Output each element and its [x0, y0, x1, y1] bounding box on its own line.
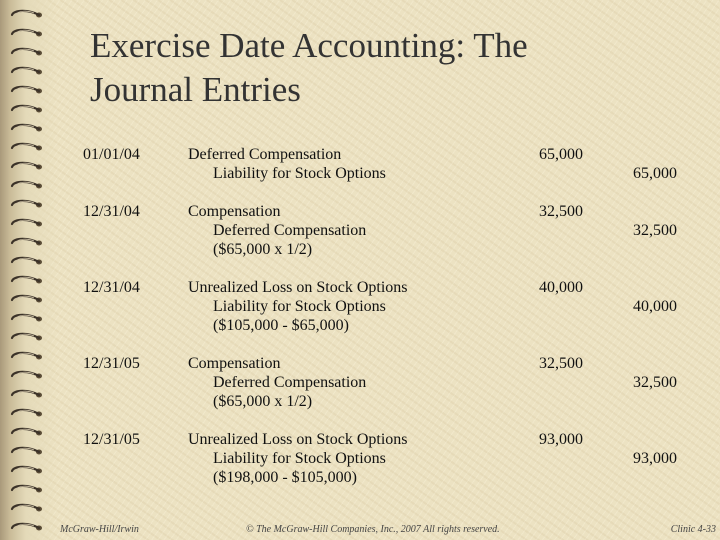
entry-line — [0, 202, 720, 222]
credit-amount: 65,000 — [633, 165, 677, 182]
account-name: Liability for Stock Options — [213, 298, 386, 315]
account-name: Deferred Compensation — [188, 146, 342, 163]
account-name: Compensation — [188, 203, 281, 220]
entry-line — [0, 430, 720, 450]
entry-line — [0, 468, 720, 488]
debit-amount: 40,000 — [539, 279, 583, 296]
account-name: Deferred Compensation — [213, 374, 367, 391]
entry-line — [0, 240, 720, 260]
calculation-note: ($65,000 x 1/2) — [213, 393, 313, 410]
entry-line — [0, 316, 720, 336]
entry-date: 12/31/05 — [83, 431, 140, 448]
slide-title — [90, 24, 690, 112]
calculation-note: ($198,000 - $105,000) — [213, 469, 357, 486]
calculation-note: ($105,000 - $65,000) — [213, 317, 349, 334]
entry-line — [0, 373, 720, 393]
credit-amount: 93,000 — [633, 450, 677, 467]
entry-date: 12/31/05 — [83, 355, 140, 372]
account-name: Unrealized Loss on Stock Options — [188, 431, 408, 448]
account-name: Compensation — [188, 355, 281, 372]
publisher-label: McGraw-Hill/Irwin — [60, 524, 139, 535]
entry-line — [0, 354, 720, 374]
account-name: Deferred Compensation — [213, 222, 367, 239]
account-name: Liability for Stock Options — [213, 165, 386, 182]
credit-amount: 32,500 — [633, 222, 677, 239]
entry-line — [0, 145, 720, 165]
entry-date: 12/31/04 — [83, 203, 140, 220]
debit-amount: 65,000 — [539, 146, 583, 163]
slide-title-line-1: Exercise Date Accounting: The — [90, 26, 528, 65]
slide-number: Clinic 4-33 — [670, 524, 716, 535]
entry-line — [0, 278, 720, 298]
credit-amount: 32,500 — [633, 374, 677, 391]
entry-line — [0, 297, 720, 317]
debit-amount: 32,500 — [539, 203, 583, 220]
entry-line — [0, 392, 720, 412]
slide-title-line-2: Journal Entries — [90, 70, 301, 109]
calculation-note: ($65,000 x 1/2) — [213, 241, 313, 258]
entry-line — [0, 221, 720, 241]
slide-footer — [0, 522, 720, 538]
credit-amount: 40,000 — [633, 298, 677, 315]
entry-date: 12/31/04 — [83, 279, 140, 296]
debit-amount: 93,000 — [539, 431, 583, 448]
debit-amount: 32,500 — [539, 355, 583, 372]
copyright-notice: © The McGraw-Hill Companies, Inc., 2007 All rights reserved. — [246, 524, 500, 535]
entry-line — [0, 164, 720, 184]
entry-date: 01/01/04 — [83, 146, 140, 163]
account-name: Liability for Stock Options — [213, 450, 386, 467]
account-name: Unrealized Loss on Stock Options — [188, 279, 408, 296]
entry-line — [0, 449, 720, 469]
